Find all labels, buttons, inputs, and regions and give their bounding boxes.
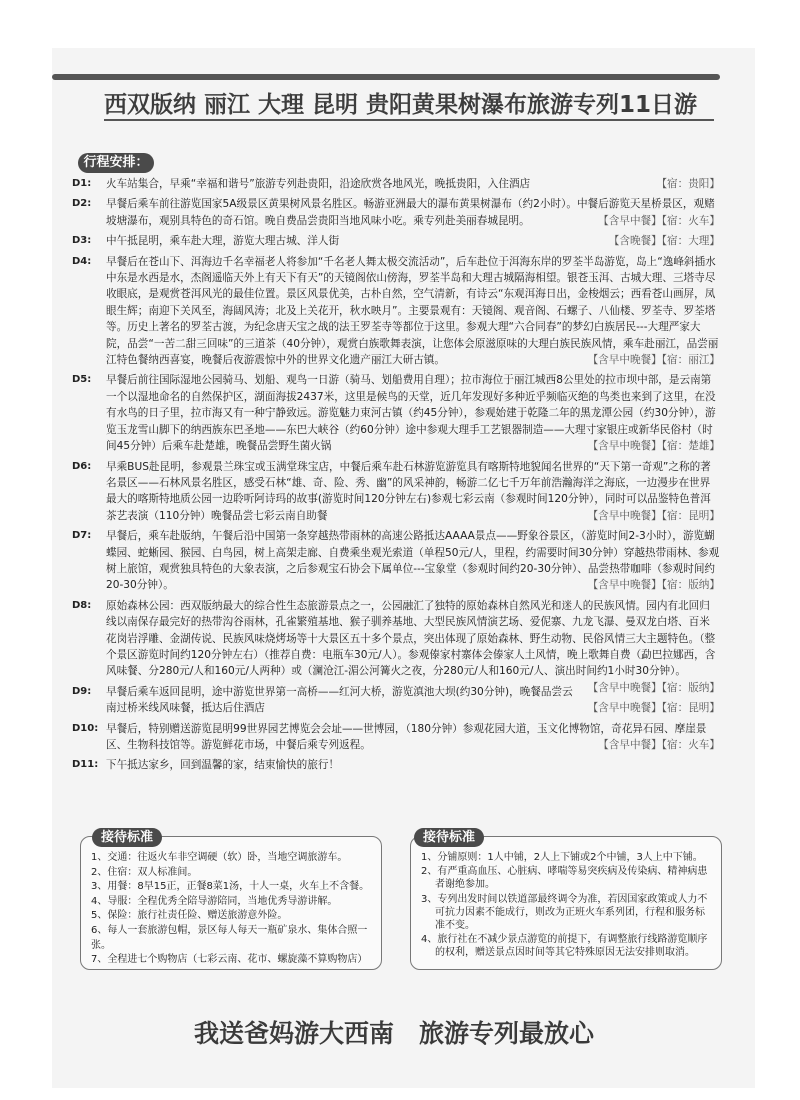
- day-meals-hotel: 【含早中餐】【宿：火车】: [598, 214, 720, 227]
- day-description: 早餐后乘车前往游览国家5A级景区黄果树风景名胜区。畅游亚洲最大的瀑布黄果树瀑布（约2小时）。中餐后游览天星桥景区，观赌坡塘瀑布，观别具特色的奇石馆。晚自费品尝贵阳当地风味小吃。乘专列赴美丽春城昆明。: [106, 198, 715, 227]
- day-description: 火车站集合，早乘“幸福和谐号”旅游专列赴贵阳，沿途欣赏各地风光，晚抵贵阳，入住酒店: [106, 178, 531, 190]
- title-underline: [104, 119, 714, 121]
- day-meals-hotel: 【含早中晚餐】【宿：昆明】: [587, 509, 720, 522]
- day-description: 早餐后在苍山下、洱海边千名幸福老人将参加“千名老人舞太极交流活动”，后车赴位于洱海东岸的罗荃半岛游览，岛上“逸峰斜插水中东是水西是水，杰阁遥临天外上有天下有天”的天镜阁依山傍海，罗荃半岛和大理古城隔海相望。银苍玉洱、古城大理、三塔寺尽收眼底，是观赏苍洱风光的最佳位置。景区风景优美，古朴自然，空气清新，有诗云“东观洱海日出，金梭烟云；西看苍山画屏，凤眼生辉；南迎下关风至，海阔风涛；北及上关花开，秋水映月”。主要景观有：天镜阁、观音阁、石螺子、八仙楼、罗荃寺、罗荃塔等。历史上著名的罗荃古渡，为纪念唐天宝之战的法王罗荃寺等都位于这里。参观大理“六合同春”的梦幻白族居民---大理严家大院，品尝“一苦二甜三回味”的三道茶（40分钟），观赏白族歌舞表演，让您体会原滋原味的大理白族民族风情，乘车赴丽江，品尝丽江特色餐纳西喜宴，晚餐后夜游震惊中外的世界文化遗产丽江大研古镇。: [106, 255, 719, 367]
- standard-item: 1、交通：往返火车非空调硬（软）卧，当地空调旅游车。: [91, 852, 348, 863]
- note-item: 2、有严重高血压、心脏病、哮喘等易突疾病及传染病、精神病患者谢绝参加。: [421, 866, 708, 891]
- day-item: [72, 176, 720, 192]
- slogan: 我送爸妈游大西南 旅游专列最放心: [193, 1019, 594, 1048]
- day-meals-hotel: 【含晚餐】【宿：大理】: [608, 235, 720, 248]
- day-label: D8:: [72, 599, 92, 611]
- standard-item: 7、全程进七个购物店（七彩云南、花市、螺旋藻不算购物店）: [91, 954, 368, 966]
- day-label: D3:: [72, 235, 92, 247]
- day-meals-hotel: 【含早中晚餐】【宿：楚雄】: [587, 440, 720, 453]
- standard-item: 6、每人一套旅游包帽，景区每人每天一瓶矿泉水、集体合照一张。: [91, 924, 368, 951]
- day-item: [72, 528, 720, 594]
- note-item: 1、分铺原则：1人中铺，2人上下铺或2个中铺，3人上中下铺。: [421, 852, 703, 863]
- day-meals-hotel: 【含早中晚餐】【宿：昆明】: [587, 702, 720, 715]
- schedule-label: 行程安排：: [78, 153, 154, 173]
- day-item: [72, 254, 720, 369]
- day-description: 早餐后前往国际湿地公园骑马、划船、观鸟一日游（骑马、划船费用自理）；拉市海位于丽江城西8公里处的拉市坝中部，是云南第一个以湿地命名的自然保护区，湖面海拔2437米，这里是候鸟的天堂，近几年发现好多种近乎频临灭绝的鸟类也来到了这里，在没有水鸟的日子里，拉市海又有一种宁静致远。游览魅力束河古镇（约45分钟），参观始建于乾隆二年的黑龙潭公园（约30分钟），游览玉龙雪山脚下的纳西族东巴圣地——东巴大峡谷（约60分钟）途中参观大理手工艺银器制造——大理寸家银庄或新华民俗村（时间45分钟）后乘车赴楚雄，晚餐品尝野生菌火锅: [106, 374, 716, 453]
- day-description: 下午抵达家乡，回到温馨的家，结束愉快的旅行！: [106, 759, 340, 772]
- day-description: 早餐后，特别赠送游览昆明99世界园艺博览会会址——世博园，（180分钟）参观花园大道，玉文化博物馆，奇花异石园、摩崖景区、生物科技馆等。游览鲜花市场，中餐后乘专列返程。: [106, 722, 707, 751]
- note-item: 3、专列出发时间以铁道部最终调令为准，若因国家政策或人力不可抗力因素不能成行，则改为正班火车系列团，行程和服务标准不变。: [421, 893, 708, 932]
- day-label: D1:: [72, 178, 92, 189]
- standard-item: 3、用餐：8早15正，正餐8菜1汤，十人一桌，火车上不含餐。: [91, 881, 370, 893]
- day-item: [72, 459, 720, 525]
- day-label: D10:: [72, 722, 99, 734]
- note-item: 4、旅行社在不减少景点游览的前提下，有调整旅行线路游览顺序的权利，赠送景点因时间等其它特殊原因无法安排则取消。: [421, 934, 708, 959]
- reception-standards-label: 接待标准: [92, 828, 162, 847]
- day-meals-hotel: 【含早中餐】【宿：火车】: [598, 739, 720, 751]
- top-divider: [52, 74, 720, 80]
- day-label: D11:: [72, 759, 99, 771]
- day-meals-hotel: 【宿：贵阳】: [656, 178, 720, 190]
- day-label: D9:: [72, 685, 92, 697]
- notes-box: [410, 836, 722, 970]
- day-description: 早乘BUS赴昆明，参观景兰珠宝或玉满堂珠宝店，中餐后乘车赴石林游览游览具有喀斯特地貌闻名世界的“天下第一奇观”之称的著名景区——石林风景名胜区，感受石林“雄、奇、险、秀、幽”的风采神韵，畅游二亿七千万年前浩瀚海洋之海底，一边漫步在世界最大的喀斯特地质公园一边聆听阿诗玛的故事(游览时间120分钟左右)参观七彩云南（参观时间120分钟），同时可以品鉴特色普洱茶艺表演（110分钟）晚餐品尝七彩云南自助餐: [106, 460, 711, 522]
- itinerary: [72, 176, 720, 778]
- day-meals-hotel: 【含早中晚餐】【宿：丽江】: [587, 354, 720, 367]
- day-item: [72, 684, 720, 717]
- day-label: D2:: [72, 198, 92, 210]
- reception-standards-box: [80, 836, 382, 970]
- day-meals-hotel: 【含早中晚餐】【宿：版纳】: [587, 681, 720, 694]
- day-label: D6:: [72, 460, 92, 472]
- day-label: D7:: [72, 530, 92, 542]
- day-description: 早餐后，乘车赴版纳，午餐后沿中国第一条穿越热带雨林的高速公路抵达AAAA景点——野象谷景区，（游览时间2-3小时），游览蝴蝶园、蛇蜥园、猴园、白鸟园，树上高架走廊、自费乘坐观光索道（单程50元/人，里程，约需要时间30分钟）穿越热带雨林、参观树上旅馆，观赏独具特色的大象表演，之后参观宝石协会下属单位---宝象堂（参观时间约20-30分钟）、品尝热带咖啡（参观时间约20-30分钟）。: [106, 530, 720, 592]
- page-title: 西双版纳 丽江 大理 昆明 贵阳黄果树瀑布旅游专列11日游: [104, 92, 698, 118]
- day-item: [72, 233, 720, 249]
- day-item: [72, 721, 720, 754]
- day-description: 原始森林公园：西双版纳最大的综合性生态旅游景点之一，公园融汇了独特的原始森林自然风光和迷人的民族风情。园内有北回归线以南保存最完好的热带沟谷雨林，孔雀繁殖基地、猴子驯养基地、大型民族风情演艺场、爱伲寨、九龙飞瀑、曼双龙白塔、百米花岗岩浮雕、金湖传说、民族风味烧烤场等十大景区五十多个景点，突出体现了原始森林、野生动物、民俗风情三大主题特色。（整个景区游览时间约120分钟左右）（推荐自费：电瓶车30元/人）。参观傣家村寨体会傣家人土风情，晚上歌舞自费（勐巴拉娜西，含风味餐、分280元/人和160元/人两种）或（澜沧江-湄公河篝火之夜，分280元/人和160元/人、演出时间约1小时30分钟）。: [106, 599, 716, 678]
- day-label: D4:: [72, 255, 92, 267]
- standard-item: 5、保险：旅行社责任险、赠送旅游意外险。: [91, 910, 288, 922]
- day-item: [72, 372, 720, 454]
- day-item: [72, 196, 720, 229]
- day-item: [72, 757, 720, 773]
- day-label: D5:: [72, 374, 92, 386]
- day-description: 早餐后乘车返回昆明，途中游览世界第一高桥——红河大桥，游览滇池大坝(约30分钟)，晚餐品尝云南过桥米线风味餐，抵达后住酒店: [106, 685, 573, 715]
- notes-label: 接待标准: [414, 828, 484, 847]
- day-description: 中午抵昆明，乘车赴大理，游览大理古城、洋人街: [106, 235, 340, 248]
- standard-item: 4、导服：全程优秀全陪导游陪同，当地优秀导游讲解。: [91, 895, 338, 907]
- standard-item: 2、住宿：双人标准间。: [91, 866, 198, 878]
- day-meals-hotel: 【含早中晚餐】【宿：版纳】: [587, 579, 720, 592]
